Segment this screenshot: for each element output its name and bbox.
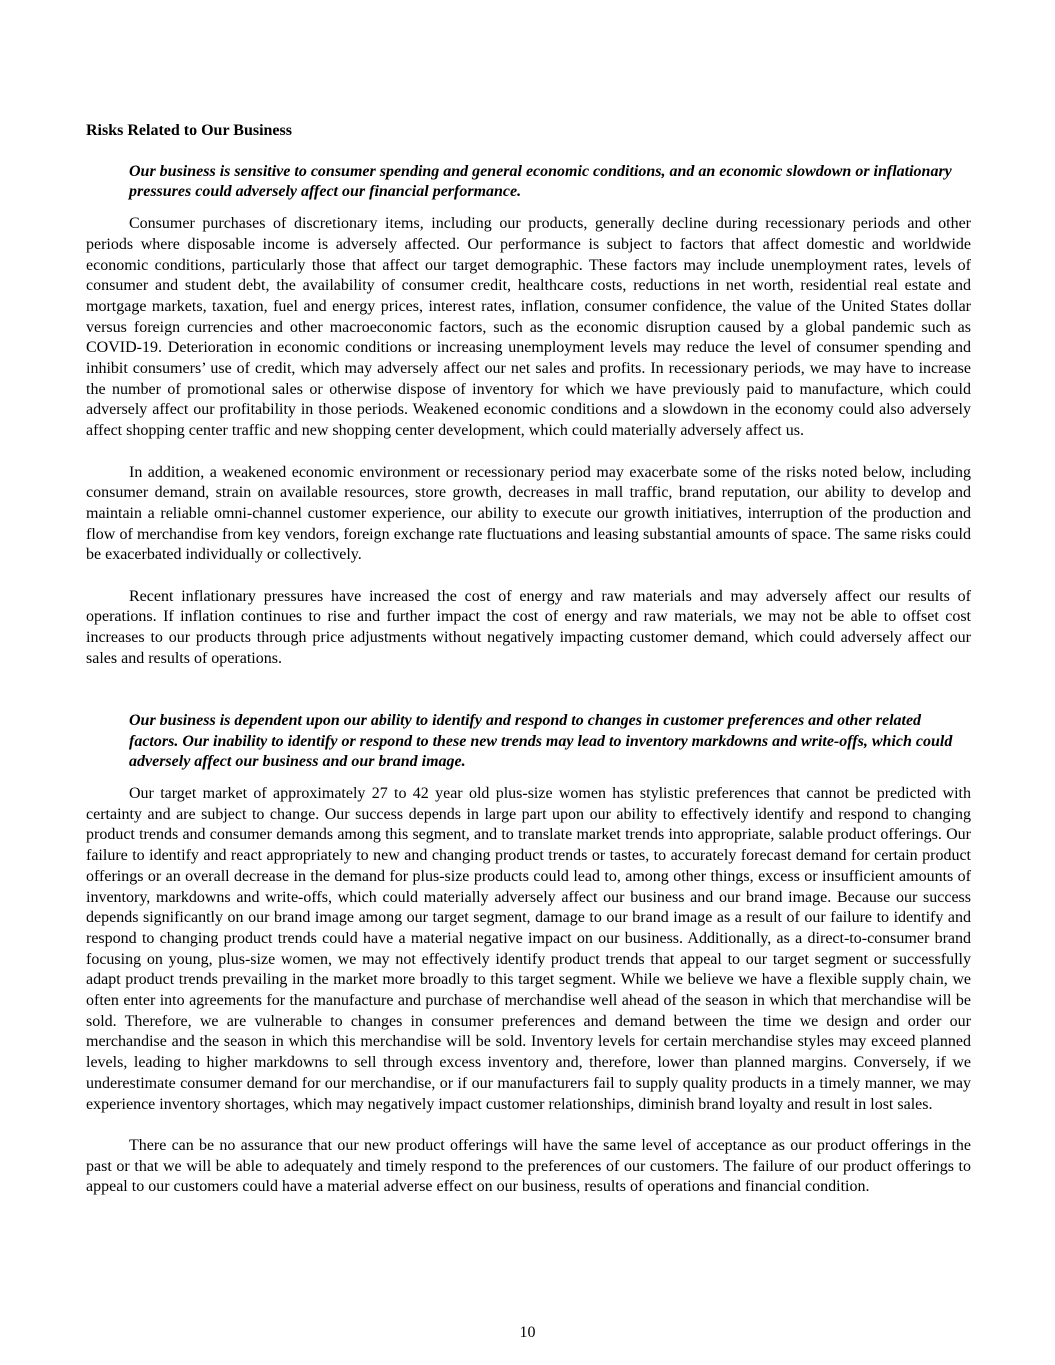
paragraph-no-assurance: There can be no assurance that our new product offerings will have the same level of acceptance as our product offerings in the past or that we will be able to adequately and timely respond to the preferences of our customers. The failure of our product offerings to appeal to our customers could have a material adverse effect on our business, results of operations and financial condition. xyxy=(86,1136,971,1196)
risk-heading-economic-conditions: Our business is sensitive to consumer spending and general economic conditions, and an economic slowdown or inflationary pressures could adversely affect our financial performance. xyxy=(129,162,952,201)
section-spacer xyxy=(86,690,971,711)
section-heading: Risks Related to Our Business xyxy=(86,122,292,139)
paragraph-target-market: Our target market of approximately 27 to 42 year old plus-size women has stylistic preferences that cannot be predicted with certainty and are subject to change. Our success depends in large part upon our ability to effectively identify and respond to changing product trends and consumer demands among this segment, and to translate market trends into appropriate, salable product offerings. Our failure to identify and react appropriately to new and changing product trends or tastes, to accurately forecast demand for certain product offerings or an overall decrease in the demand for plus-size products could lead to, among other things, excess or insufficient amounts of inventory, markdowns and write-offs, which could materially adversely affect our business and our brand image. Because our success depends significantly on our brand image among our target segment, damage to our brand image as a result of our failure to identify and respond to changing product trends could have a material negative impact on our business. Additionally, as a direct-to-consumer brand focusing on young, plus-size women, we may not effectively identify product trends that appeal to our target segment or successfully adapt product trends prevailing in the market more broadly to this target segment. While we believe we have a flexible supply chain, we often enter into agreements for the manufacture and purchase of merchandise well ahead of the season in which that merchandise will be sold. Therefore, we are vulnerable to changes in consumer preferences and demand between the time we design and order our merchandise and the season in which this merchandise will be sold. Inventory levels for certain merchandise styles may exceed planned levels, leading to higher markdowns to sell through excess inventory and, therefore, lower than planned margins. Conversely, if we underestimate consumer demand for our merchandise, or if our manufacturers fail to supply quality products in a timely manner, we may experience inventory shortages, which may negatively impact customer relationships, diminish brand loyalty and result in lost sales. xyxy=(86,785,971,1113)
paragraph-weakened-economy: In addition, a weakened economic environment or recessionary period may exacerbate some of the risks noted below, including consumer demand, strain on available resources, store growth, decreases in mall traffic, brand reputation, our ability to develop and maintain a reliable omni-channel customer experience, our ability to execute our growth initiatives, interruption of the production and flow of merchandise from key vendors, foreign exchange rate fluctuations and leasing substantial amounts of space. The same risks could be exacerbated individually or collectively. xyxy=(86,463,971,564)
paragraph-inflationary-pressures: Recent inflationary pressures have increased the cost of energy and raw materials and may adversely affect our results of operations. If inflation continues to rise and further impact the cost of energy and raw materials, we may not be able to offset cost increases to our products through price adjustments without negatively impacting customer demand, which could adversely affect our sales and results of operations. xyxy=(86,587,971,667)
document-page xyxy=(86,121,971,1219)
risk-heading-customer-preferences: Our business is dependent upon our ability to identify and respond to changes in customer preferences and other related factors. Our inability to identify or respond to these new trends may lead to inventory markdowns and write-offs, which could adversely affect our business and our brand image. xyxy=(129,711,953,771)
page-number: 10 xyxy=(519,1324,536,1341)
paragraph-consumer-purchases: Consumer purchases of discretionary items, including our products, generally decline during recessionary periods and other periods where disposable income is adversely affected. Our performance is subject to factors that affect domestic and worldwide economic conditions, particularly those that affect our target demographic. These factors may include unemployment rates, levels of consumer and student debt, the availability of consumer credit, healthcare costs, reductions in net worth, residential real estate and mortgage markets, taxation, fuel and energy prices, interest rates, inflation, consumer confidence, the value of the United States dollar versus foreign currencies and other macroeconomic factors, such as the economic disruption caused by a global pandemic such as COVID-19. Deterioration in economic conditions or increasing unemployment levels may reduce the level of consumer spending and inhibit consumers’ use of credit, which may adversely affect our net sales and profits. In recessionary periods, we may have to increase the number of promotional sales or otherwise dispose of inventory for which we have previously paid to manufacture, which could adversely affect our profitability in those periods. Weakened economic conditions and a slowdown in the economy could also adversely affect shopping center traffic and new shopping center development, which could materially adversely affect us. xyxy=(86,215,971,440)
